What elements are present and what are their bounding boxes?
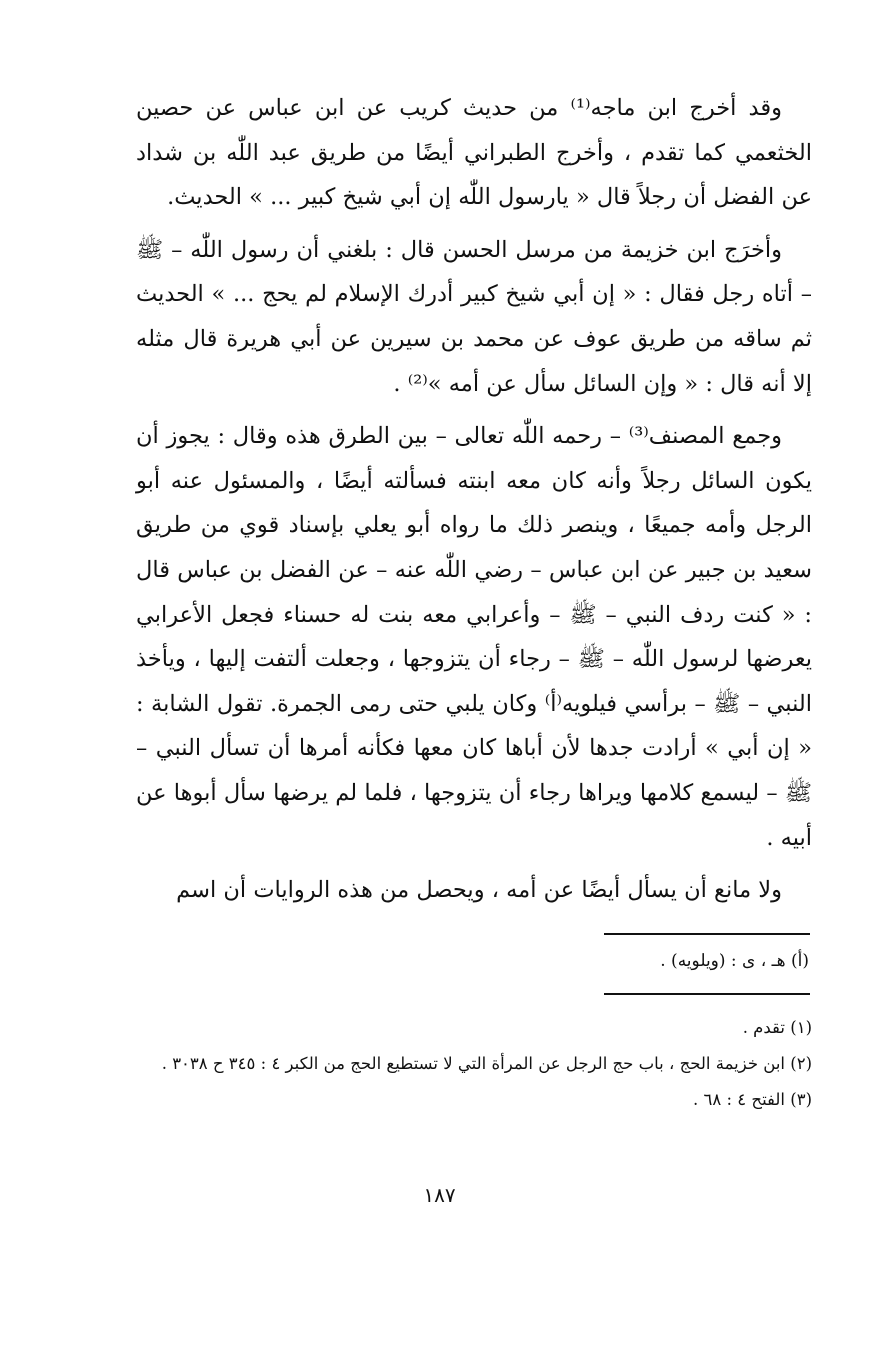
main-text <box>136 86 812 913</box>
footnote-3: (٣) الفتح ٤ : ٦٨ . <box>693 1090 812 1109</box>
footnote-separator-rule <box>604 993 810 995</box>
paragraph-1: وقد أخرج ابن ماجه⁽¹⁾ من حديث كريب عن ابن عباس عن حصين الخثعمي كما تقدم ، وأخرج الطبراني أيضًا من طريق عبد اللّٰه بن شداد عن الفضل أن رجلاً قال « يارسول اللّٰه إن أبي شيخ كبير ... » الحديث. <box>136 95 812 211</box>
paragraph-4: ولا مانع أن يسأل أيضًا عن أمه ، ويحصل من هذه الروايات أن اسم <box>176 877 782 904</box>
page-number: ١٨٧ <box>423 1183 456 1207</box>
paragraph-3: وجمع المصنف⁽³⁾ – رحمه اللّٰه تعالى – بين الطرق هذه وقال : يجوز أن يكون السائل رجلاً وأنه كان معه ابنته فسألته أيضًا ، والمسئول عنه أبو الرجل وأمه جميعًا ، وينصر ذلك ما رواه أبو يعلي بإسناد قوي من طريق سعيد بن جبير عن ابن عباس – رضي اللّٰه عنه – عن الفضل بن عباس قال : « كنت ردف النبي – ﷺ – وأعرابي معه بنت له حسناء فجعل الأعرابي يعرضها لرسول اللّٰه – ﷺ – رجاء أن يتزوجها ، وجعلت ألتفت إليها ، ويأخذ النبي – ﷺ – برأسي فيلويه⁽أ⁾ وكان يلبي حتى رمى الجمرة. تقول الشابة : « إن أبي » أرادت جدها لأن أباها كان معها فكأنه أمرها أن تسأل النبي – ﷺ – ليسمع كلامها ويراها رجاء أن يتزوجها ، فلما لم يرضها سأل أبوها عن أبيه . <box>136 423 812 851</box>
footnotes <box>136 1010 812 1118</box>
paragraph-2: وأخرَج ابن خزيمة من مرسل الحسن قال : بلغني أن رسول اللّٰه – ﷺ – أتاه رجل فقال : « إن أبي شيخ كبير أدرك الإسلام لم يحج ... » الحديث ثم ساقه من طريق عوف عن محمد بن سيرين عن أبي هريرة قال مثله إلا أنه قال : « وإن السائل سأل عن أمه »⁽²⁾ . <box>136 236 812 397</box>
footnote-1: (١) تقدم . <box>742 1018 812 1037</box>
footnote-2: (٢) ابن خزيمة الحج ، باب حج الرجل عن المرأة التي لا تستطيع الحج من الكبر ٤ : ٣٤٥ ح ٣٠٣٨ . <box>161 1054 812 1073</box>
variant-separator-rule <box>604 933 810 935</box>
variant-note: (أ) هـ ، ى : (ويلويه) . <box>660 951 809 971</box>
